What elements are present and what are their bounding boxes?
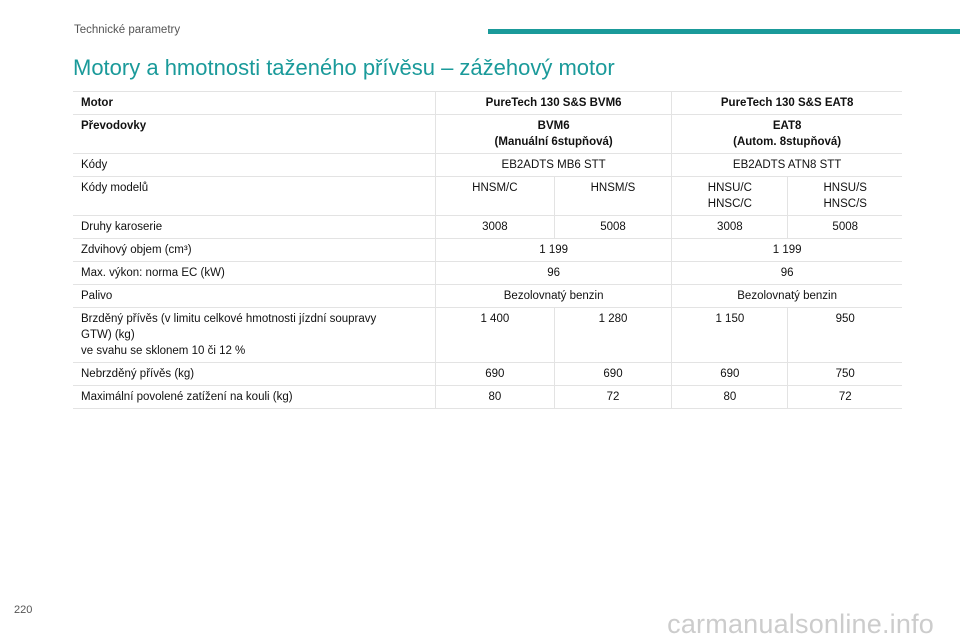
table-row-gearbox	[73, 115, 902, 154]
table-row-motor	[73, 92, 902, 115]
cell-model-code	[672, 177, 788, 216]
cell-braked-weight: 1 150	[672, 308, 788, 363]
cell-fuel-bvm6: Bezolovnatý benzin	[436, 285, 672, 308]
row-label: Zdvihový objem (cm³)	[73, 239, 436, 262]
cell-body-type: 3008	[436, 216, 555, 239]
table-row-model-codes	[73, 177, 902, 216]
cell-gearbox-eat8	[672, 115, 902, 154]
row-label: Palivo	[73, 285, 436, 308]
cell-gearbox-bvm6	[436, 115, 672, 154]
header-accent-bar	[488, 29, 960, 34]
cell-braked-weight: 950	[788, 308, 902, 363]
row-label: Kódy	[73, 154, 436, 177]
cell-motor-eat8: PureTech 130 S&S EAT8	[672, 92, 902, 115]
cell-codes-bvm6: EB2ADTS MB6 STT	[436, 154, 672, 177]
cell-towball-load: 80	[436, 386, 555, 409]
cell-model-code: HNSM/S	[554, 177, 672, 216]
cell-model-code	[788, 177, 902, 216]
row-label	[73, 308, 436, 363]
row-label: Maximální povolené zatížení na kouli (kg)	[73, 386, 436, 409]
cell-power-bvm6: 96	[436, 262, 672, 285]
cell-displacement-bvm6: 1 199	[436, 239, 672, 262]
watermark: carmanualsonline.info	[667, 609, 934, 639]
cell-body-type: 3008	[672, 216, 788, 239]
table-row-towball-load	[73, 386, 902, 409]
cell-towball-load: 72	[788, 386, 902, 409]
cell-fuel-eat8: Bezolovnatý benzin	[672, 285, 902, 308]
cell-body-type: 5008	[788, 216, 902, 239]
cell-line: HNSC/S	[823, 198, 867, 210]
table-row-fuel	[73, 285, 902, 308]
row-label: Druhy karoserie	[73, 216, 436, 239]
cell-unbraked-weight: 750	[788, 363, 902, 386]
cell-braked-weight: 1 400	[436, 308, 555, 363]
row-label: Kódy modelů	[73, 177, 436, 216]
cell-line: HNSU/S	[823, 182, 867, 194]
cell-codes-eat8: EB2ADTS ATN8 STT	[672, 154, 902, 177]
table-row-braked-trailer	[73, 308, 902, 363]
cell-line: GTW) (kg)	[81, 329, 135, 341]
cell-power-eat8: 96	[672, 262, 902, 285]
table-row-displacement	[73, 239, 902, 262]
table-row-codes	[73, 154, 902, 177]
cell-line: Brzděný přívěs (v limitu celkové hmotnosti jízdní soupravy	[81, 313, 377, 325]
cell-towball-load: 72	[554, 386, 672, 409]
cell-model-code: HNSM/C	[436, 177, 555, 216]
cell-line: ve svahu se sklonem 10 či 12 %	[81, 345, 246, 357]
cell-displacement-eat8: 1 199	[672, 239, 902, 262]
row-label: Motor	[73, 92, 436, 115]
engine-spec-table	[73, 91, 902, 409]
cell-line: (Manuální 6stupňová)	[494, 136, 613, 148]
section-label: Technické parametry	[74, 24, 181, 36]
row-label: Max. výkon: norma EC (kW)	[73, 262, 436, 285]
cell-line: HNSU/C	[707, 182, 752, 194]
table-row-body-types	[73, 216, 902, 239]
table-row-max-power	[73, 262, 902, 285]
cell-unbraked-weight: 690	[554, 363, 672, 386]
row-label: Nebrzděný přívěs (kg)	[73, 363, 436, 386]
table-row-unbraked-trailer	[73, 363, 902, 386]
cell-body-type: 5008	[554, 216, 672, 239]
cell-unbraked-weight: 690	[672, 363, 788, 386]
row-label: Převodovky	[73, 115, 436, 154]
cell-motor-bvm6: PureTech 130 S&S BVM6	[436, 92, 672, 115]
cell-braked-weight: 1 280	[554, 308, 672, 363]
cell-line: EAT8	[772, 120, 802, 132]
page-title: Motory a hmotnosti taženého přívěsu – zážehový motor	[73, 55, 615, 80]
cell-line: BVM6	[537, 120, 570, 132]
cell-line: (Autom. 8stupňová)	[733, 136, 842, 148]
cell-towball-load: 80	[672, 386, 788, 409]
cell-line: HNSC/C	[707, 198, 752, 210]
page-number: 220	[14, 604, 33, 616]
cell-unbraked-weight: 690	[436, 363, 555, 386]
